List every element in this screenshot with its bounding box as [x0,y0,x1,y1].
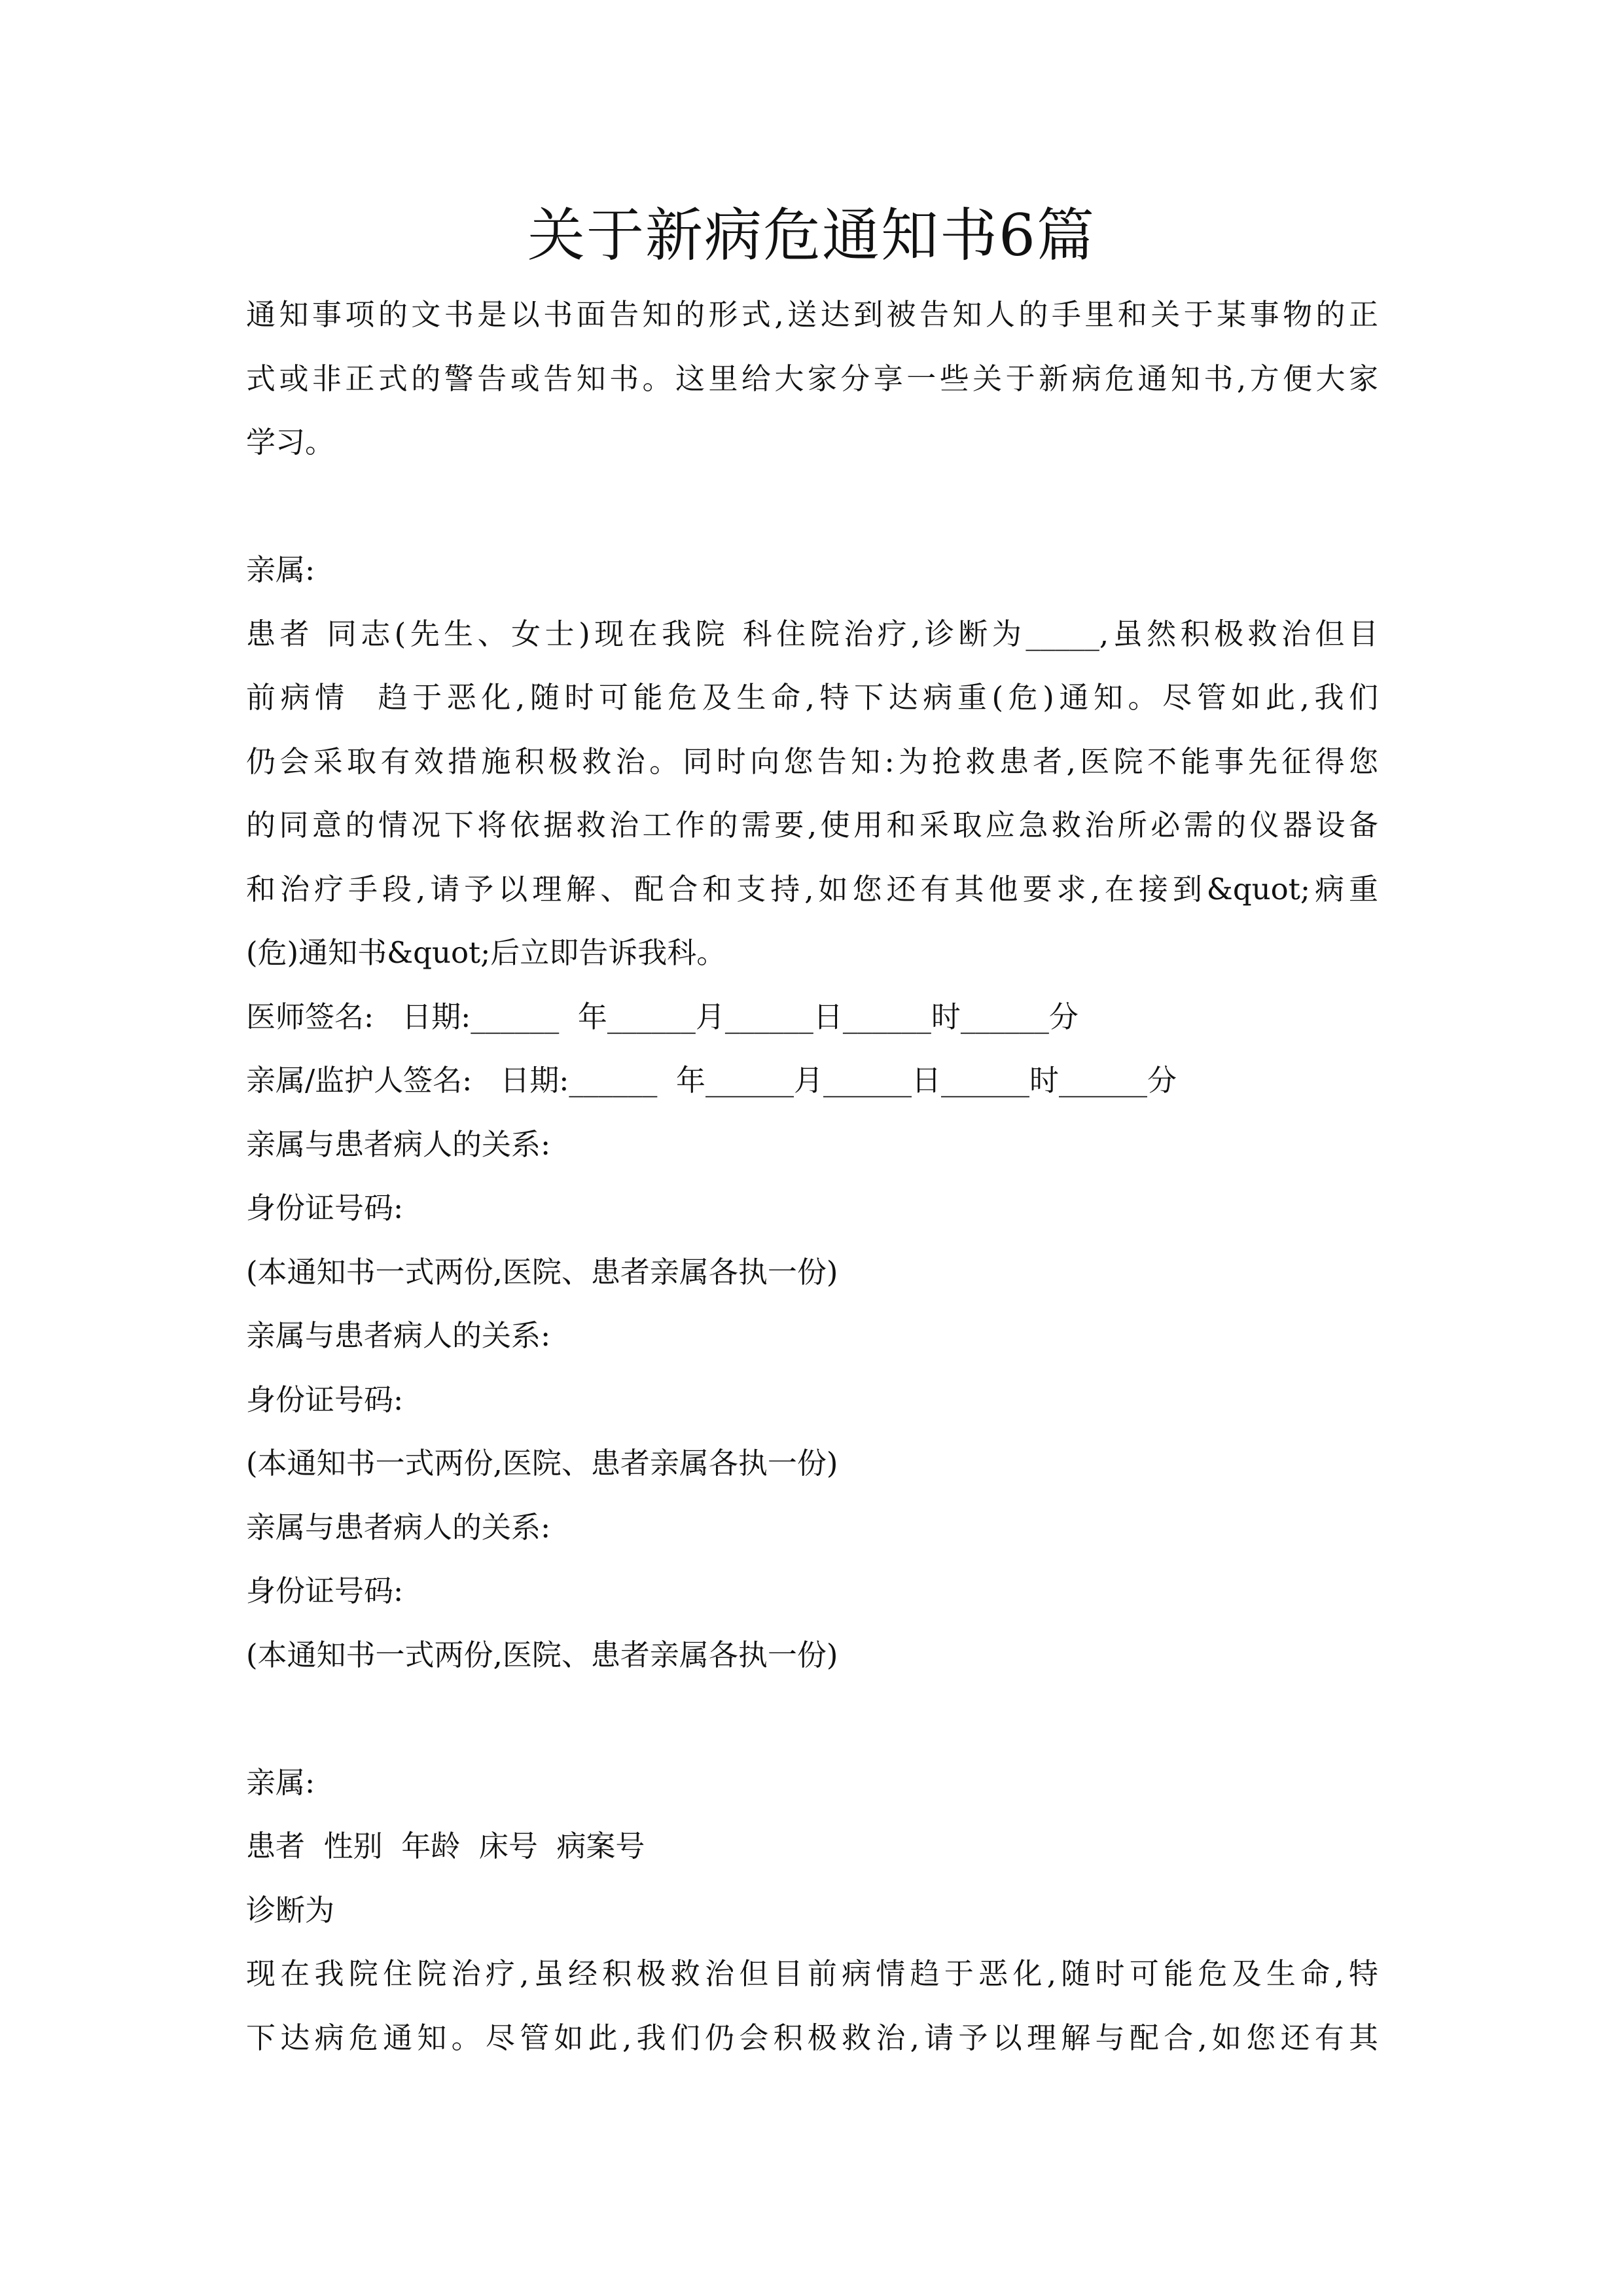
intro-line-2: 式或非正式的警告或告知书。这里给大家分享一些关于新病危通知书,方便大家 [246,361,1378,396]
relation-line: 亲属与患者病人的关系: [246,1318,551,1353]
relation-line: 亲属与患者病人的关系: [246,1126,551,1162]
document-body [246,283,1378,2070]
copies-note: (本通知书一式两份,医院、患者亲属各执一份) [246,1637,838,1672]
id-number-line: 身份证号码: [246,1382,404,1417]
intro-line-1: 通知事项的文书是以书面告知的形式,送达到被告知人的手里和关于某事物的正 [246,297,1378,332]
spacer [246,475,1378,539]
notice-line-4: 的同意的情况下将依据救治工作的需要,使用和采取应急救治所必需的仪器设备 [246,808,1378,842]
id-number-line: 身份证号码: [246,1573,404,1608]
intro-line-3: 学习。 [246,425,335,459]
notice-line-6: (危)通知书&quot;后立即告诉我科。 [246,935,726,970]
id-number-line: 身份证号码: [246,1191,404,1225]
salutation: 亲属: [246,552,315,587]
salutation: 亲属: [246,1765,315,1800]
relation-line: 亲属与患者病人的关系: [246,1509,551,1545]
patient-info-line: 患者 性别 年龄 床号 病案号 [246,1829,645,1863]
notice-line-7: 现在我院住院治疗,虽经积极救治但目前病情趋于恶化,随时可能危及生命,特 [246,1956,1378,1991]
spacer [246,1687,1378,1751]
notice-line-8: 下达病危通知。尽管如此,我们仍会积极救治,请予以理解与配合,如您还有其 [246,2020,1378,2055]
notice-line-2: 前病情 趋于恶化,随时可能危及生命,特下达病重(危)通知。尽管如此,我们 [246,680,1378,715]
copies-note: (本通知书一式两份,医院、患者亲属各执一份) [246,1254,838,1289]
notice-line-1: 患者 同志(先生、女士)现在我院 科住院治疗,诊断为_____,虽然积极救治但目 [246,616,1378,651]
document-title: 关于新病危通知书6篇 [527,202,1096,269]
diagnosis-line: 诊断为 [246,1892,335,1928]
notice-line-5: 和治疗手段,请予以理解、配合和支持,如您还有其他要求,在接到&quot;病重 [246,871,1378,906]
doctor-signature-line: 医师签名: 日期:______ 年______月______日______时______分 [246,999,1079,1034]
copies-note: (本通知书一式两份,医院、患者亲属各执一份) [246,1446,838,1480]
notice-line-3: 仍会采取有效措施积极救治。同时向您告知:为抢救患者,医院不能事先征得您 [246,744,1378,779]
guardian-signature-line: 亲属/监护人签名: 日期:______ 年______月______日______时______分 [246,1063,1177,1098]
